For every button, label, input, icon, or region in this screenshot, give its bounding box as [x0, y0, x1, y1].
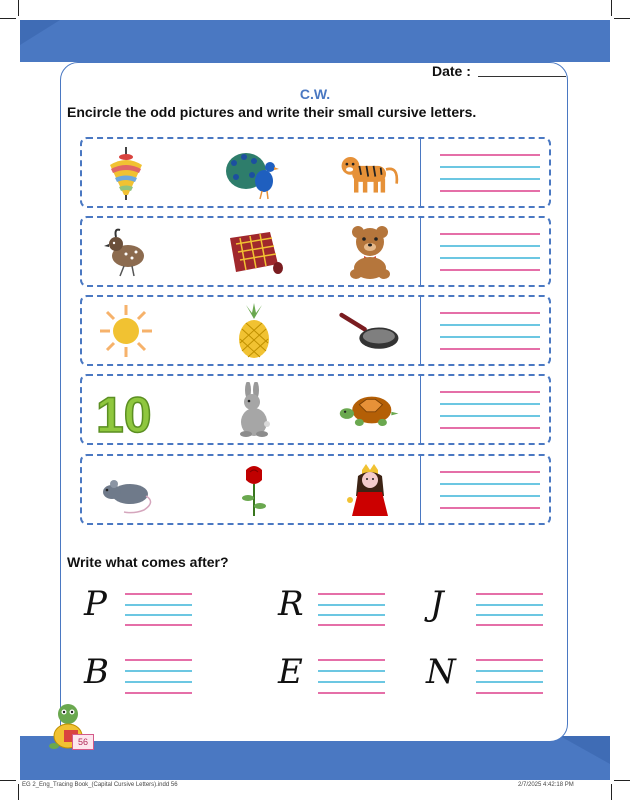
exercise-row-1 — [80, 137, 551, 208]
sun-icon[interactable] — [94, 303, 158, 359]
quail-icon[interactable] — [94, 224, 158, 280]
writing-line[interactable] — [125, 624, 192, 626]
number-ten-icon[interactable] — [94, 382, 166, 438]
footer-timestamp: 2/7/2025 4:42:18 PM — [518, 782, 574, 788]
rose-icon[interactable] — [222, 462, 286, 518]
writing-line[interactable] — [440, 269, 540, 271]
writing-line[interactable] — [125, 659, 192, 661]
rabbit-icon[interactable] — [222, 382, 286, 438]
row-divider — [420, 297, 421, 364]
writing-line[interactable] — [318, 681, 385, 683]
peacock-icon[interactable] — [222, 145, 286, 201]
writing-line[interactable] — [125, 604, 192, 606]
writing-line[interactable] — [440, 403, 540, 405]
writing-line[interactable] — [440, 233, 540, 235]
writing-line[interactable] — [318, 692, 385, 694]
writing-line[interactable] — [476, 670, 543, 672]
writing-line[interactable] — [440, 483, 540, 485]
writing-line[interactable] — [476, 692, 543, 694]
row-divider — [420, 139, 421, 206]
writing-line[interactable] — [440, 245, 540, 247]
writing-line[interactable] — [125, 692, 192, 694]
teddy-bear-icon[interactable] — [338, 224, 402, 280]
writing-line[interactable] — [125, 670, 192, 672]
pan-icon[interactable] — [338, 303, 402, 359]
exercise-row-2 — [80, 216, 551, 287]
cursive-letter-e: E — [278, 652, 303, 692]
row-divider — [420, 376, 421, 443]
writing-line[interactable] — [440, 154, 540, 156]
writing-line[interactable] — [440, 495, 540, 497]
tortoise-icon[interactable] — [338, 382, 402, 438]
writing-line[interactable] — [318, 670, 385, 672]
cursive-letter-r: R — [278, 584, 304, 624]
quilt-icon[interactable] — [222, 224, 286, 280]
footer-file-info: EG 2_Eng_Tracing Book_(Capital Cursive Letters).indd 56 — [22, 782, 178, 788]
writing-line[interactable] — [476, 659, 543, 661]
number-ten-text: 10 — [96, 387, 152, 438]
page-number: 56 — [72, 734, 94, 750]
crop-mark — [611, 784, 612, 800]
date-line[interactable] — [478, 76, 566, 77]
writing-line[interactable] — [476, 681, 543, 683]
crop-mark — [18, 784, 19, 800]
queen-icon[interactable] — [338, 462, 402, 518]
writing-line[interactable] — [125, 681, 192, 683]
instruction-encircle: Encircle the odd pictures and write their small cursive letters. — [67, 104, 477, 120]
cursive-letter-j: J — [430, 584, 444, 624]
pineapple-icon[interactable] — [222, 303, 286, 359]
writing-line[interactable] — [440, 324, 540, 326]
writing-line[interactable] — [440, 166, 540, 168]
writing-line[interactable] — [318, 593, 385, 595]
writing-line[interactable] — [440, 190, 540, 192]
spinning-top-icon[interactable] — [94, 145, 158, 201]
writing-line[interactable] — [440, 257, 540, 259]
cursive-letter-p: P — [84, 584, 107, 624]
writing-line[interactable] — [440, 391, 540, 393]
writing-line[interactable] — [440, 348, 540, 350]
instruction-write-after: Write what comes after? — [67, 554, 229, 570]
writing-line[interactable] — [440, 312, 540, 314]
cursive-letter-n: N — [426, 652, 456, 692]
writing-line[interactable] — [440, 471, 540, 473]
date-label: Date : — [432, 63, 471, 79]
cursive-letter-b: B — [84, 652, 109, 692]
writing-line[interactable] — [125, 593, 192, 595]
row-divider — [420, 456, 421, 523]
writing-line[interactable] — [318, 614, 385, 616]
writing-line[interactable] — [440, 427, 540, 429]
writing-line[interactable] — [440, 507, 540, 509]
page-heading: C.W. — [299, 86, 331, 102]
writing-line[interactable] — [476, 614, 543, 616]
writing-line[interactable] — [318, 659, 385, 661]
row-divider — [420, 218, 421, 285]
exercise-row-5 — [80, 454, 551, 525]
writing-line[interactable] — [318, 624, 385, 626]
exercise-row-3 — [80, 295, 551, 366]
writing-line[interactable] — [440, 415, 540, 417]
writing-line[interactable] — [440, 178, 540, 180]
tiger-icon[interactable] — [338, 145, 402, 201]
exercise-row-4 — [80, 374, 551, 445]
rat-icon[interactable] — [94, 462, 158, 518]
writing-line[interactable] — [125, 614, 192, 616]
writing-line[interactable] — [440, 336, 540, 338]
writing-line[interactable] — [318, 604, 385, 606]
writing-line[interactable] — [476, 624, 543, 626]
writing-line[interactable] — [476, 593, 543, 595]
writing-line[interactable] — [476, 604, 543, 606]
